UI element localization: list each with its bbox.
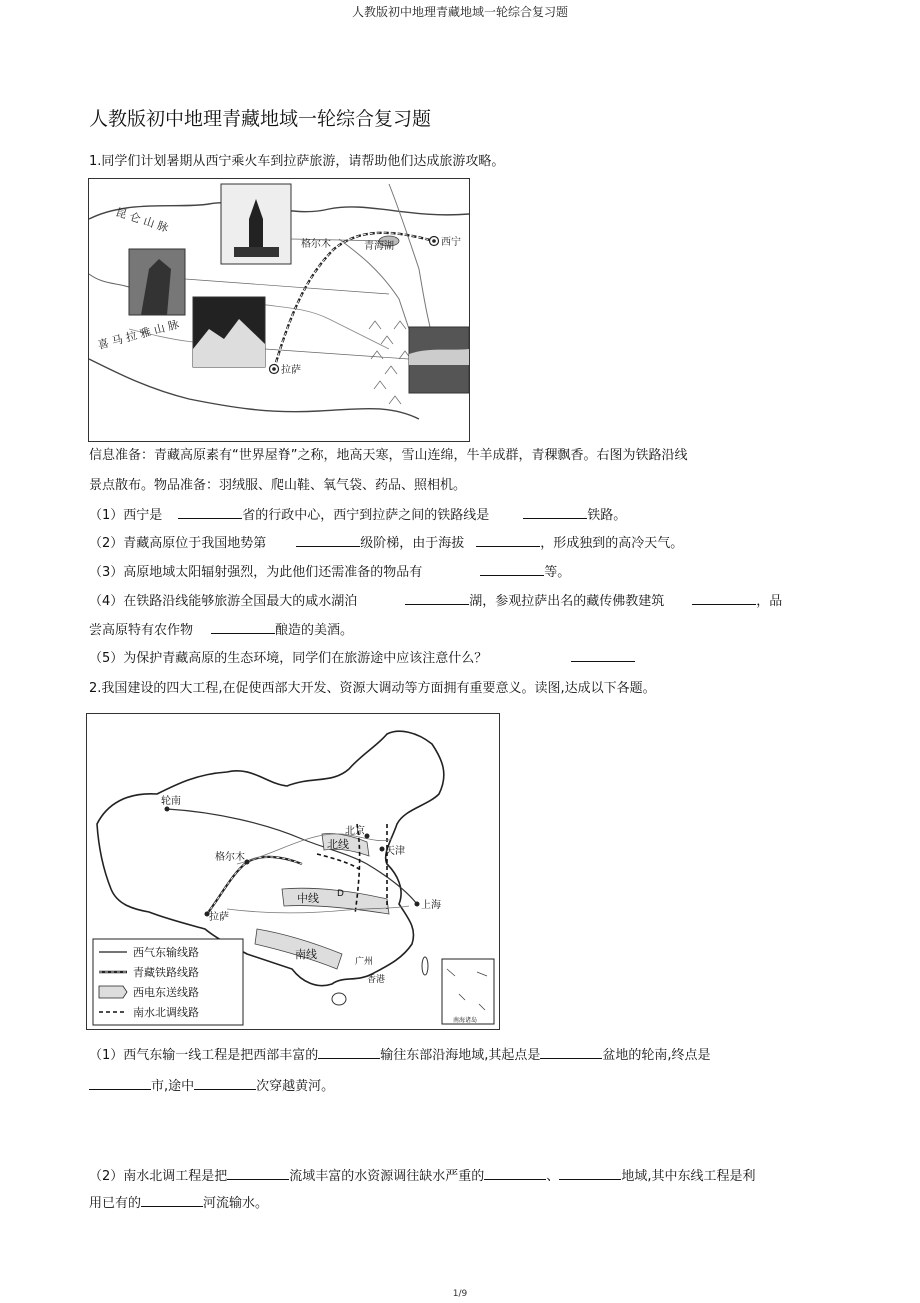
q2-sub2-cont: 用已有的 河流输水。 [89, 1196, 269, 1211]
answer-blank[interactable] [540, 1046, 602, 1059]
shanghai-label: 上海 [421, 900, 441, 911]
tianjin-label: 天津 [385, 846, 405, 857]
d-label: D [337, 889, 344, 899]
answer-blank[interactable] [211, 621, 275, 634]
answer-blank[interactable] [484, 1167, 546, 1180]
page-header: 人教版初中地理青藏地域一轮综合复习题 [351, 5, 568, 19]
q1-sub2: （2）青藏高原位于我国地势第 级阶梯，由于海拔 ，形成独到的高冷天气。 [89, 536, 684, 551]
lasa-label: 拉萨 [281, 365, 301, 376]
legend-gas: 西气东输线路 [133, 946, 199, 959]
china-projects-map [87, 714, 499, 1029]
guangzhou-label: 广州 [355, 957, 374, 967]
lunnan-label: 轮南 [161, 796, 181, 807]
q2-intro: 2.我国建设的四大工程,在促使西部大开发、资源大调动等方面拥有重要意义。读图,达成以下各题。 [89, 681, 656, 696]
geermu2-label: 格尔木 [215, 852, 245, 863]
lasa2-label: 拉萨 [209, 912, 229, 923]
answer-blank[interactable] [480, 563, 544, 576]
xianggang-label: 香港 [367, 975, 386, 985]
answer-blank[interactable] [405, 592, 469, 605]
answer-blank[interactable] [318, 1046, 380, 1059]
q2-sub1-cont: 市,途中 次穿越黄河。 [89, 1077, 334, 1095]
page-number: 1/9 [452, 1289, 468, 1299]
answer-blank[interactable] [194, 1077, 256, 1090]
q1-sub3: （3）高原地域太阳辐射强烈，为此他们还需准备的物品有 等。 [89, 565, 571, 580]
q2-map-figure [86, 713, 500, 1030]
zhongxian-label: 中线 [297, 892, 319, 905]
answer-blank[interactable] [89, 1077, 151, 1090]
q1-info-line1: 信息准备：青藏高原素有“世界屋脊”之称，地高天寒，雪山连绵，牛羊成群，青稞飘香。右图为铁路沿线 [89, 448, 688, 463]
inset-label: 南海诸岛 [453, 1017, 478, 1024]
q1-map-figure [88, 178, 470, 442]
answer-blank[interactable] [571, 649, 635, 662]
q1-sub4-cont: 尝高原特有农作物 酿造的美酒。 [89, 623, 354, 638]
q1-intro: 1.同学们计划暑期从西宁乘火车到拉萨旅游，请帮助他们达成旅游攻略。 [89, 154, 505, 169]
q1-sub5: （5）为保护青藏高原的生态环境，同学们在旅游途中应该注意什么？ [89, 649, 635, 667]
answer-blank[interactable] [476, 534, 540, 547]
legend-railway: 青藏铁路线路 [133, 966, 199, 979]
answer-blank[interactable] [523, 506, 587, 519]
tibet-railway-map [89, 179, 469, 441]
himalaya-label: 喜 马 拉 雅 山 脉 [96, 317, 181, 352]
answer-blank[interactable] [296, 534, 360, 547]
answer-blank[interactable] [141, 1194, 203, 1207]
qinghaihu-label: 青海湖 [364, 241, 394, 252]
document-title: 人教版初中地理青藏地域一轮综合复习题 [89, 108, 432, 130]
q1-sub4: （4）在铁路沿线能够旅游全国最大的咸水湖泊 湖，参观拉萨出名的藏传佛教建筑 ，品 [89, 594, 783, 609]
q1-sub1: （1）西宁是 省的行政中心，西宁到拉萨之间的铁路线是 铁路。 [89, 508, 627, 523]
beijing-label: 北京 [345, 826, 365, 837]
q2-sub1: （1）西气东输一线工程是把西部丰富的 输往东部沿海地域,其起点是 盆地的轮南,终点是 [89, 1048, 711, 1063]
q1-info-line2: 景点散布。物品准备：羽绒服、爬山鞋、氧气袋、药品、照相机。 [89, 478, 467, 493]
geermu-label: 格尔木 [301, 239, 331, 250]
xining-label: 西宁 [441, 237, 461, 248]
kunlun-label: 昆 仑 山 脉 [114, 205, 170, 235]
q2-sub2: （2）南水北调工程是把 流域丰富的水资源调往缺水严重的 、 地域,其中东线工程是利 [89, 1169, 756, 1184]
answer-blank[interactable] [227, 1167, 289, 1180]
legend-water: 南水北调线路 [133, 1006, 199, 1019]
legend-power: 西电东送线路 [133, 986, 199, 999]
answer-blank[interactable] [178, 506, 242, 519]
beixian-label: 北线 [327, 838, 349, 851]
nanxian-label: 南线 [295, 948, 317, 961]
answer-blank[interactable] [559, 1167, 621, 1180]
answer-blank[interactable] [692, 592, 756, 605]
